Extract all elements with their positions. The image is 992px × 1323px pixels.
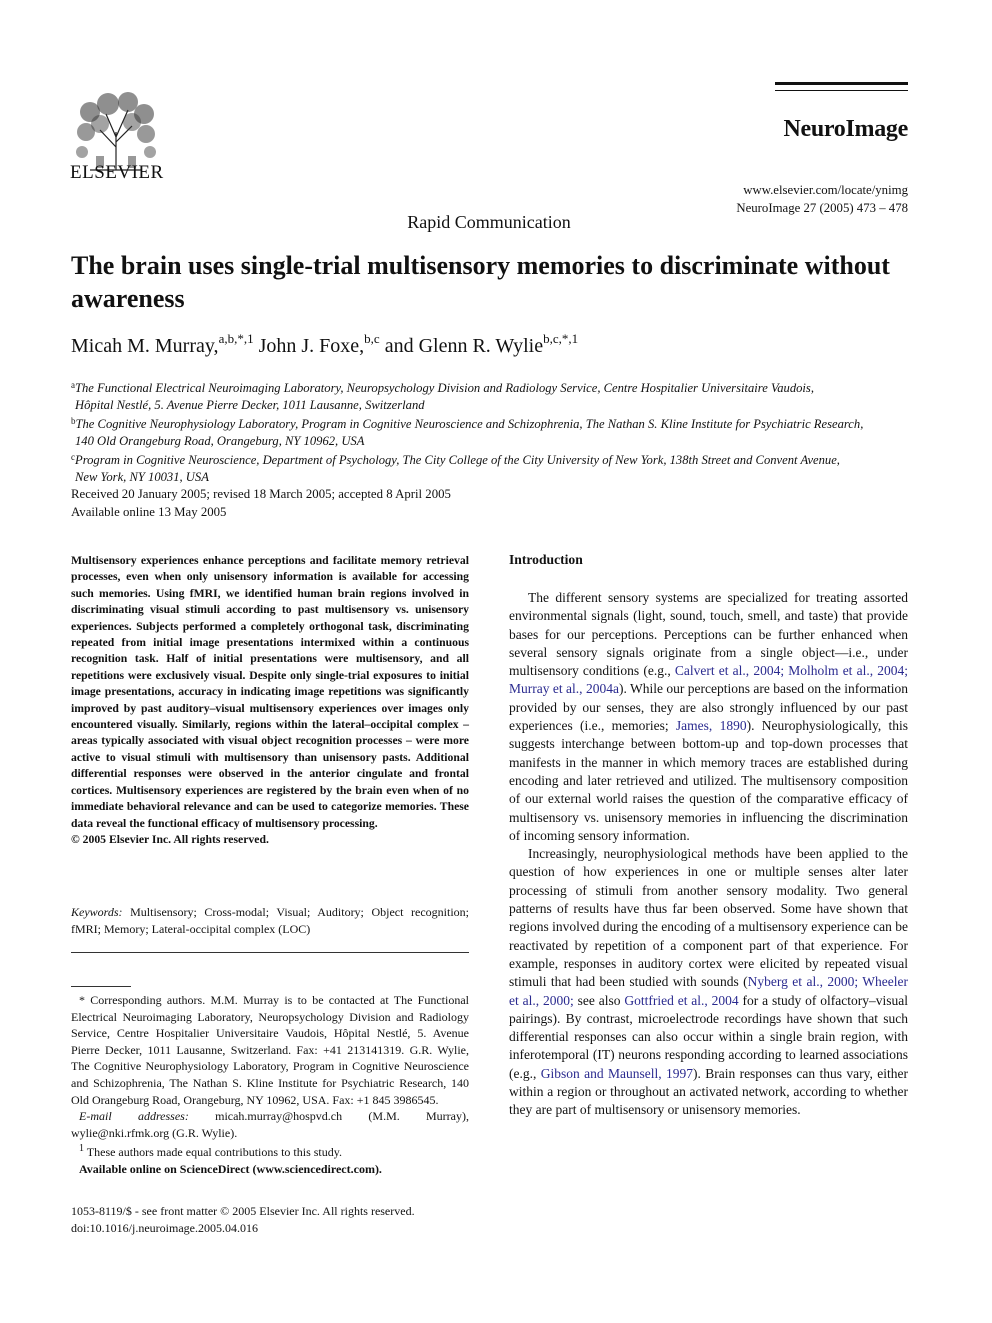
equal-contribution-text: These authors made equal contributions to this study. — [84, 1145, 342, 1160]
publisher-name: ELSEVIER — [70, 162, 164, 183]
paragraph-text: ). Neurophysiologically, this suggests interchange between bottom-up and top-down processes that manifests in the manner in which memory traces are established during encoding and later retrieved and utilized. The multisensory composition of our external world raises the question of the comparative efficacy of multisensory vs. unisensory memories in influencing the discrimination of incoming sensory information. — [509, 718, 908, 843]
citation-link[interactable]: Gottfried et al., 2004 — [624, 992, 739, 1008]
author-name: Micah M. Murray, — [71, 335, 219, 357]
footnote-divider — [71, 986, 131, 987]
journal-name: NeuroImage — [783, 116, 908, 142]
email-label: E-mail addresses: — [79, 1109, 189, 1124]
sciencedirect-note[interactable]: Available online on ScienceDirect (www.sciencedirect.com). — [79, 1161, 382, 1176]
author-affiliation-marks: b,c — [364, 331, 380, 346]
article-title: The brain uses single-trial multisensory memories to discriminate without awareness — [71, 251, 890, 313]
history-dates: Received 20 January 2005; revised 18 March 2005; accepted 8 April 2005 — [71, 487, 451, 501]
header-rule-thick — [775, 82, 908, 85]
email-addresses[interactable]: micah.murray@hospvd.ch (M.M. Murray), wylie@nki.rfmk.org (G.R. Wylie). — [71, 1109, 469, 1140]
affiliation — [71, 413, 911, 449]
article-dates — [71, 486, 451, 521]
abstract — [71, 553, 469, 848]
section-heading-introduction: Introduction — [509, 552, 583, 567]
corresponding-author-note: * Corresponding authors. M.M. Murray is to be contacted at The Functional Electrical Neuroimaging Laboratory, Neuropsychology Division and Radiology Service, Centre Hospitalier Universitaire Vaudois, Hôpital Nestlé, 5. Avenue Pierre Decker, 1011 Lausanne, Switzerland. Fax: +41 213141319. G.R. Wylie, The Cognitive Neurophysiology Laboratory, Program in Cognitive Neuroscience and Schizophrenia, The Nathan S. Kline Institute for Psychiatric Research, 140 Old Orangeburg Road, Orangeburg, NY 10962, USA. Fax: +1 845 3986545. — [71, 993, 469, 1107]
paragraph — [509, 845, 908, 1119]
journal-issue: NeuroImage 27 (2005) 473 – 478 — [736, 201, 908, 215]
paragraph-text: ). Brain responses can thus vary, either within a region or throughout an activated network, according to whether they are part of multisensory or unisensory memories. — [509, 1065, 908, 1118]
affiliation-line: The Cognitive Neurophysiology Laboratory, Program in Cognitive Neuroscience and Schizophrenia, The Nathan S. Kline Institute for Psychiatric Research, — [75, 417, 864, 432]
paragraph-text: Increasingly, neurophysiological methods have been applied to the question of how experiences in one or multiple senses alter later processing of stimuli from another sensory modality. Two general patterns of results have thus far been observed. Some have shown that regions involved during the encoding of a multisensory experience can be reactivated by repetition of a component part of that experience. For example, responses in auditory cortex were elicited by repeated visual stimuli that had been studied with sounds ( — [509, 846, 908, 990]
affiliation-line: Program in Cognitive Neuroscience, Department of Psychology, The City College of the City University of New York, 138th Street and Convent Avenue, — [75, 453, 840, 468]
equal-contribution-note — [71, 1141, 469, 1161]
introduction-body — [509, 589, 908, 1120]
affiliation-label: a — [71, 380, 75, 390]
citation-link[interactable]: Nyberg et al., 2000; Wheeler et al., 2000; — [509, 974, 908, 1008]
abstract-text: Multisensory experiences enhance perceptions and facilitate memory retrieval processes, even when only unisensory information is available for accessing such memories. Using fMRI, we identified human brain regions involved in discriminating visual stimuli according to past multisensory vs. unisensory experiences. Subjects performed a completely orthogonal task, discriminating repeated from initial image presentations intermixed within a continuous recognition task. Half of initial presentations were multisensory, and all repetitions were exclusively visual. Despite only single-trial exposures to initial image presentations, accuracy in indicating image repetitions was significantly improved by past auditory–visual multisensory experiences over images only encountered visually. Similarly, regions within the lateral–occipital complex – areas typically associated with visual object recognition processes – were more active to visual stimuli with multisensory than unisensory pasts. Additional differential responses were observed in the anterior cingulate and frontal cortices. Multisensory experiences are registered by the brain even when of no immediate behavioral relevance and can be used to categorize memories. These data reveal the functional efficacy of multisensory processing. — [71, 554, 469, 830]
paragraph-text: see also — [573, 992, 625, 1008]
affiliation — [71, 449, 911, 485]
abstract-copyright: © 2005 Elsevier Inc. All rights reserved. — [71, 832, 269, 846]
online-date: Available online 13 May 2005 — [71, 504, 227, 519]
paragraph-text: ). While our perceptions are based on the information provided by our senses, they are also strongly influenced by our past experiences (i.e., memories; — [509, 681, 909, 734]
header-rule-thin — [775, 90, 908, 91]
issn-line: 1053-8119/$ - see front matter © 2005 Elsevier Inc. All rights reserved. — [71, 1204, 415, 1218]
citation-link[interactable]: Calvert et al., 2004; Molholm et al., 2004; Murray et al., 2004a — [509, 663, 909, 697]
email-note — [71, 1108, 469, 1141]
author-name: and Glenn R. Wylie — [379, 335, 544, 357]
footnote-mark: 1 — [79, 1143, 84, 1155]
footnotes — [71, 992, 469, 1178]
article-type: Rapid Communication — [407, 212, 571, 232]
citation-link[interactable]: James, 1890 — [675, 718, 747, 734]
affiliation — [71, 377, 911, 413]
paragraph — [509, 589, 908, 845]
affiliation-line: Hôpital Nestlé, 5. Avenue Pierre Decker, 1011 Lausanne, Switzerland — [75, 397, 425, 412]
affiliation-label: b — [71, 416, 76, 427]
affiliation-line: 140 Old Orangeburg Road, Orangeburg, NY 10962, USA — [75, 433, 365, 448]
doi-line[interactable]: doi:10.1016/j.neuroimage.2005.04.016 — [71, 1221, 258, 1235]
author-affiliation-marks: a,b,*,1 — [218, 331, 254, 346]
author-name: John J. Foxe, — [253, 335, 365, 357]
affiliations — [71, 377, 911, 486]
author-affiliation-marks: b,c,*,1 — [543, 331, 579, 346]
keywords-label: Keywords: — [71, 905, 123, 919]
paragraph-text: The different sensory systems are specialized for treating assorted environmental signals (light, sound, touch, smell, and taste) that provide bases for our perceptions. Perceptions can be further enhanced when several sensory signals originate from a single object—i.e., under multisensory conditions (e.g., — [509, 590, 908, 679]
affiliation-label: c — [71, 452, 75, 463]
keywords — [71, 904, 469, 937]
keywords-text: Multisensory; Cross-modal; Visual; Auditory; Object recognition; fMRI; Memory; Lateral-occipital complex (LOC) — [71, 905, 469, 936]
affiliation-line: The Functional Electrical Neuroimaging Laboratory, Neuropsychology Division and Radiology Service, Centre Hospitalier Universitaire Vaudois, — [75, 381, 814, 395]
author-list — [71, 331, 579, 358]
affiliation-line: New York, NY 10031, USA — [75, 469, 209, 484]
section-divider — [71, 952, 469, 953]
front-matter — [71, 1203, 415, 1237]
paragraph-text: for a study of olfactory–visual pairings). By contrast, microelectrode recordings have shown that such differential responses can also occur within a single brain region, with inferotemporal (IT) neurons responding according to learned associations (e.g., — [509, 992, 908, 1081]
citation-link[interactable]: Gibson and Maunsell, 1997 — [540, 1065, 693, 1081]
journal-url[interactable]: www.elsevier.com/locate/ynimg — [743, 183, 908, 197]
